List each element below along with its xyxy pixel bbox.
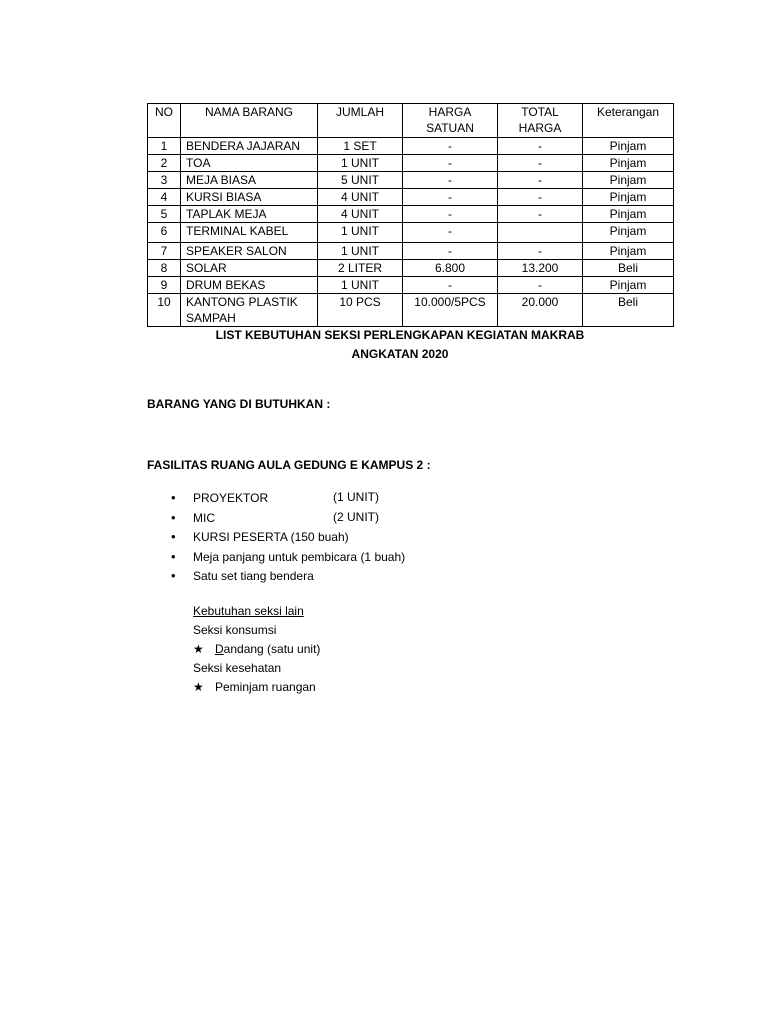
table-header-row xyxy=(148,104,674,138)
cell-total-price: - xyxy=(498,155,583,172)
cell-no: 1 xyxy=(148,138,181,155)
facility-name: Satu set tiang bendera xyxy=(193,569,314,583)
cell-qty: 5 UNIT xyxy=(318,172,403,189)
cell-unit-price: 10.000/5PCS xyxy=(403,294,498,327)
col-header-total-price: TOTAL HARGA xyxy=(498,104,583,138)
bullet-icon: • xyxy=(171,509,176,525)
table-row xyxy=(148,138,674,155)
cell-no: 7 xyxy=(148,243,181,260)
facility-name: Meja panjang untuk pembicara (1 buah) xyxy=(193,549,406,564)
cell-total-price: - xyxy=(498,277,583,294)
facility-list xyxy=(171,488,405,586)
col-header-unit-price: HARGA SATUAN xyxy=(403,104,498,138)
table-row xyxy=(148,189,674,206)
col-header-name: NAMA BARANG xyxy=(181,104,318,138)
cell-name: TAPLAK MEJA xyxy=(181,206,318,223)
table-row xyxy=(148,294,674,327)
cell-unit-price: - xyxy=(403,206,498,223)
facility-name: PROYEKTOR xyxy=(193,491,269,505)
cell-note: Pinjam xyxy=(583,277,674,294)
table-row xyxy=(148,223,674,243)
cell-total-price: - xyxy=(498,206,583,223)
cell-note: Beli xyxy=(583,260,674,277)
col-header-no: NO xyxy=(148,104,181,138)
list-item xyxy=(193,678,320,697)
col-header-qty: JUMLAH xyxy=(318,104,403,138)
other-needs-section xyxy=(193,602,320,697)
cell-qty: 1 UNIT xyxy=(318,223,403,243)
list-item xyxy=(193,640,320,659)
facility-qty: (2 UNIT) xyxy=(333,509,379,524)
cell-total-price: 13.200 xyxy=(498,260,583,277)
cell-total-price: 20.000 xyxy=(498,294,583,327)
cell-unit-price: - xyxy=(403,223,498,243)
cell-unit-price: - xyxy=(403,277,498,294)
cell-name: TOA xyxy=(181,155,318,172)
cell-qty: 4 UNIT xyxy=(318,189,403,206)
cell-no: 9 xyxy=(148,277,181,294)
bullet-icon: • xyxy=(171,490,176,505)
list-item xyxy=(171,547,405,567)
cell-no: 4 xyxy=(148,189,181,206)
cell-note: Pinjam xyxy=(583,206,674,223)
cell-qty: 1 UNIT xyxy=(318,277,403,294)
items-table xyxy=(147,103,674,327)
table-row xyxy=(148,155,674,172)
list-item xyxy=(171,508,405,528)
cell-unit-price: - xyxy=(403,172,498,189)
cell-name: KURSI BIASA xyxy=(181,189,318,206)
cell-total-price: - xyxy=(498,243,583,260)
cell-unit-price: - xyxy=(403,155,498,172)
cell-unit-price: - xyxy=(403,138,498,155)
cell-note: Pinjam xyxy=(583,189,674,206)
col-header-note: Keterangan xyxy=(583,104,674,138)
list-item xyxy=(171,527,405,547)
cell-note: Pinjam xyxy=(583,155,674,172)
cell-note: Pinjam xyxy=(583,172,674,189)
cell-name: KANTONG PLASTIK SAMPAH xyxy=(181,294,318,327)
star-icon: ★ xyxy=(193,680,204,694)
cell-note: Pinjam xyxy=(583,223,674,243)
cell-no: 6 xyxy=(148,223,181,243)
table-row xyxy=(148,172,674,189)
cell-qty: 10 PCS xyxy=(318,294,403,327)
cell-unit-price: 6.800 xyxy=(403,260,498,277)
table-row xyxy=(148,206,674,223)
bullet-icon: • xyxy=(171,548,176,564)
cell-note: Pinjam xyxy=(583,243,674,260)
star-icon: ★ xyxy=(193,642,204,656)
cell-name: SPEAKER SALON xyxy=(181,243,318,260)
consumption-section-label: Seksi konsumsi xyxy=(193,623,277,637)
cell-name: MEJA BIASA xyxy=(181,172,318,189)
cell-note: Pinjam xyxy=(583,138,674,155)
table-row xyxy=(148,243,674,260)
cell-no: 5 xyxy=(148,206,181,223)
document-title-line-1: LIST KEBUTUHAN SEKSI PERLENGKAPAN KEGIATAN MAKRAB xyxy=(215,328,585,342)
cell-qty: 1 UNIT xyxy=(318,155,403,172)
cell-name: TERMINAL KABEL xyxy=(181,223,318,243)
consumption-item-initial: D xyxy=(215,642,224,656)
needed-items-label: BARANG YANG DI BUTUHKAN : xyxy=(147,397,331,411)
cell-total-price: - xyxy=(498,189,583,206)
facility-name: MIC xyxy=(193,510,215,525)
cell-no: 3 xyxy=(148,172,181,189)
cell-name: BENDERA JAJARAN xyxy=(181,138,318,155)
list-item xyxy=(171,566,405,586)
bullet-icon: • xyxy=(171,568,176,583)
cell-note: Beli xyxy=(583,294,674,327)
consumption-item: andang (satu unit) xyxy=(223,642,321,656)
cell-qty: 4 UNIT xyxy=(318,206,403,223)
cell-no: 10 xyxy=(148,294,181,327)
cell-no: 8 xyxy=(148,260,181,277)
other-needs-heading: Kebutuhan seksi lain xyxy=(193,604,304,618)
bullet-icon: • xyxy=(171,529,176,544)
cell-qty: 1 UNIT xyxy=(318,243,403,260)
cell-name: DRUM BEKAS xyxy=(181,277,318,294)
cell-total-price xyxy=(498,223,583,243)
cell-total-price: - xyxy=(498,172,583,189)
table-row xyxy=(148,260,674,277)
document-title-line-2: ANGKATAN 2020 xyxy=(351,347,449,361)
cell-total-price: - xyxy=(498,138,583,155)
cell-no: 2 xyxy=(148,155,181,172)
cell-name: SOLAR xyxy=(181,260,318,277)
table-row xyxy=(148,277,674,294)
cell-qty: 1 SET xyxy=(318,138,403,155)
health-section-label: Seksi kesehatan xyxy=(193,661,282,675)
list-item xyxy=(171,488,405,508)
facility-label: FASILITAS RUANG AULA GEDUNG E KAMPUS 2 : xyxy=(147,458,431,472)
cell-qty: 2 LITER xyxy=(318,260,403,277)
cell-unit-price: - xyxy=(403,243,498,260)
health-item: Peminjam ruangan xyxy=(215,680,316,694)
cell-unit-price: - xyxy=(403,189,498,206)
facility-qty: (1 UNIT) xyxy=(333,490,379,504)
facility-name: KURSI PESERTA (150 buah) xyxy=(193,530,349,544)
